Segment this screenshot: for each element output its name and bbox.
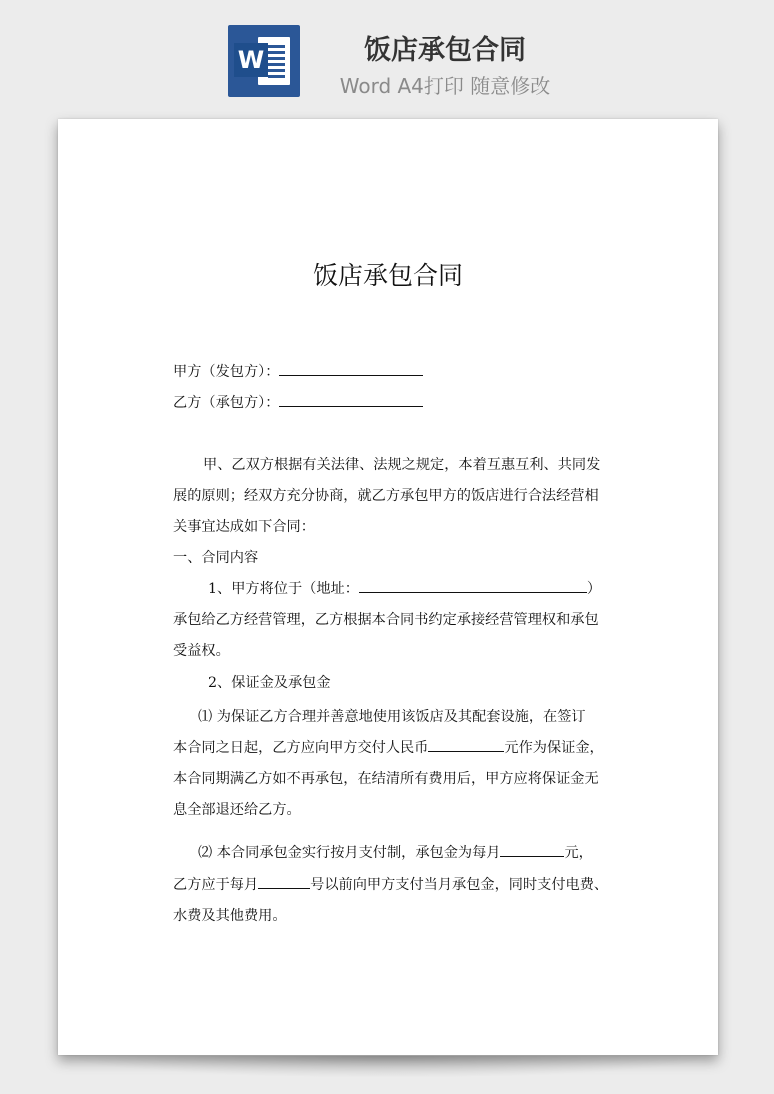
document-title: 饭店承包合同 — [312, 261, 463, 290]
intro-line-1: 甲、乙双方根据有关法律、法规之规定，本着互惠互利、共同发 — [203, 457, 601, 473]
document-page — [58, 119, 718, 1055]
item-1-prefix: 1、甲方将位于（地址： — [208, 581, 359, 597]
page-shadow — [66, 1056, 710, 1078]
item-1-line-3: 受益权。 — [173, 643, 230, 659]
monthly-fee-blank[interactable] — [500, 842, 564, 857]
party-a-label: 甲方（发包方）： — [173, 364, 280, 380]
party-a-blank[interactable] — [279, 361, 423, 376]
header-subtitle: Word A4打印 随意修改 — [339, 74, 551, 98]
clause-1-line-3: 本合同期满乙方如不再承包，在结清所有费用后，甲方应将保证金无 — [173, 771, 599, 787]
clause-1-line-2 — [173, 737, 604, 757]
item-1-line-2: 承包给乙方经营管理，乙方根据本合同书约定承接经营管理权和承包 — [173, 612, 599, 628]
deposit-amount-blank[interactable] — [428, 737, 504, 752]
word-icon — [228, 25, 300, 97]
clause-2-line-2-prefix: 乙方应于每月 — [173, 877, 259, 893]
clause-1-prefix: 本合同之日起，乙方应向甲方交付人民币 — [173, 740, 429, 756]
party-a-line — [173, 361, 423, 381]
clause-1-line-4: 息全部退还给乙方。 — [173, 802, 301, 818]
party-b-blank[interactable] — [279, 392, 423, 407]
clause-2-line-3: 水费及其他费用。 — [173, 908, 287, 924]
party-b-line — [173, 392, 423, 412]
header-title: 饭店承包合同 — [364, 35, 526, 66]
clause-2-prefix: ⑵ 本合同承包金实行按月支付制，承包金为每月 — [198, 845, 501, 861]
watermark — [101, 476, 135, 511]
clause-2-line-1 — [198, 842, 593, 862]
clause-1-suffix: 元作为保证金， — [504, 740, 604, 756]
item-1-suffix: ） — [586, 581, 602, 597]
clause-1-line-1: ⑴ 为保证乙方合理并善意地使用该饭店及其配套设施，在签订 — [198, 709, 586, 725]
word-icon-letter: W — [234, 43, 268, 77]
address-blank[interactable] — [359, 578, 587, 593]
item-2-heading: 2、保证金及承包金 — [208, 675, 331, 691]
payment-day-blank[interactable] — [258, 874, 310, 889]
page-header — [0, 0, 774, 118]
section-1-heading: 一、合同内容 — [173, 550, 259, 566]
item-1-line-1 — [208, 578, 601, 598]
clause-2-line-2 — [173, 874, 608, 894]
intro-line-3: 关事宜达成如下合同： — [173, 519, 315, 535]
clause-2-line-2-suffix: 号以前向甲方支付当月承包金，同时支付电费、 — [310, 877, 609, 893]
party-b-label: 乙方（承包方）： — [173, 395, 280, 411]
clause-2-suffix: 元， — [564, 845, 593, 861]
intro-line-2: 展的原则；经双方充分协商，就乙方承包甲方的饭店进行合法经营相 — [173, 488, 599, 504]
